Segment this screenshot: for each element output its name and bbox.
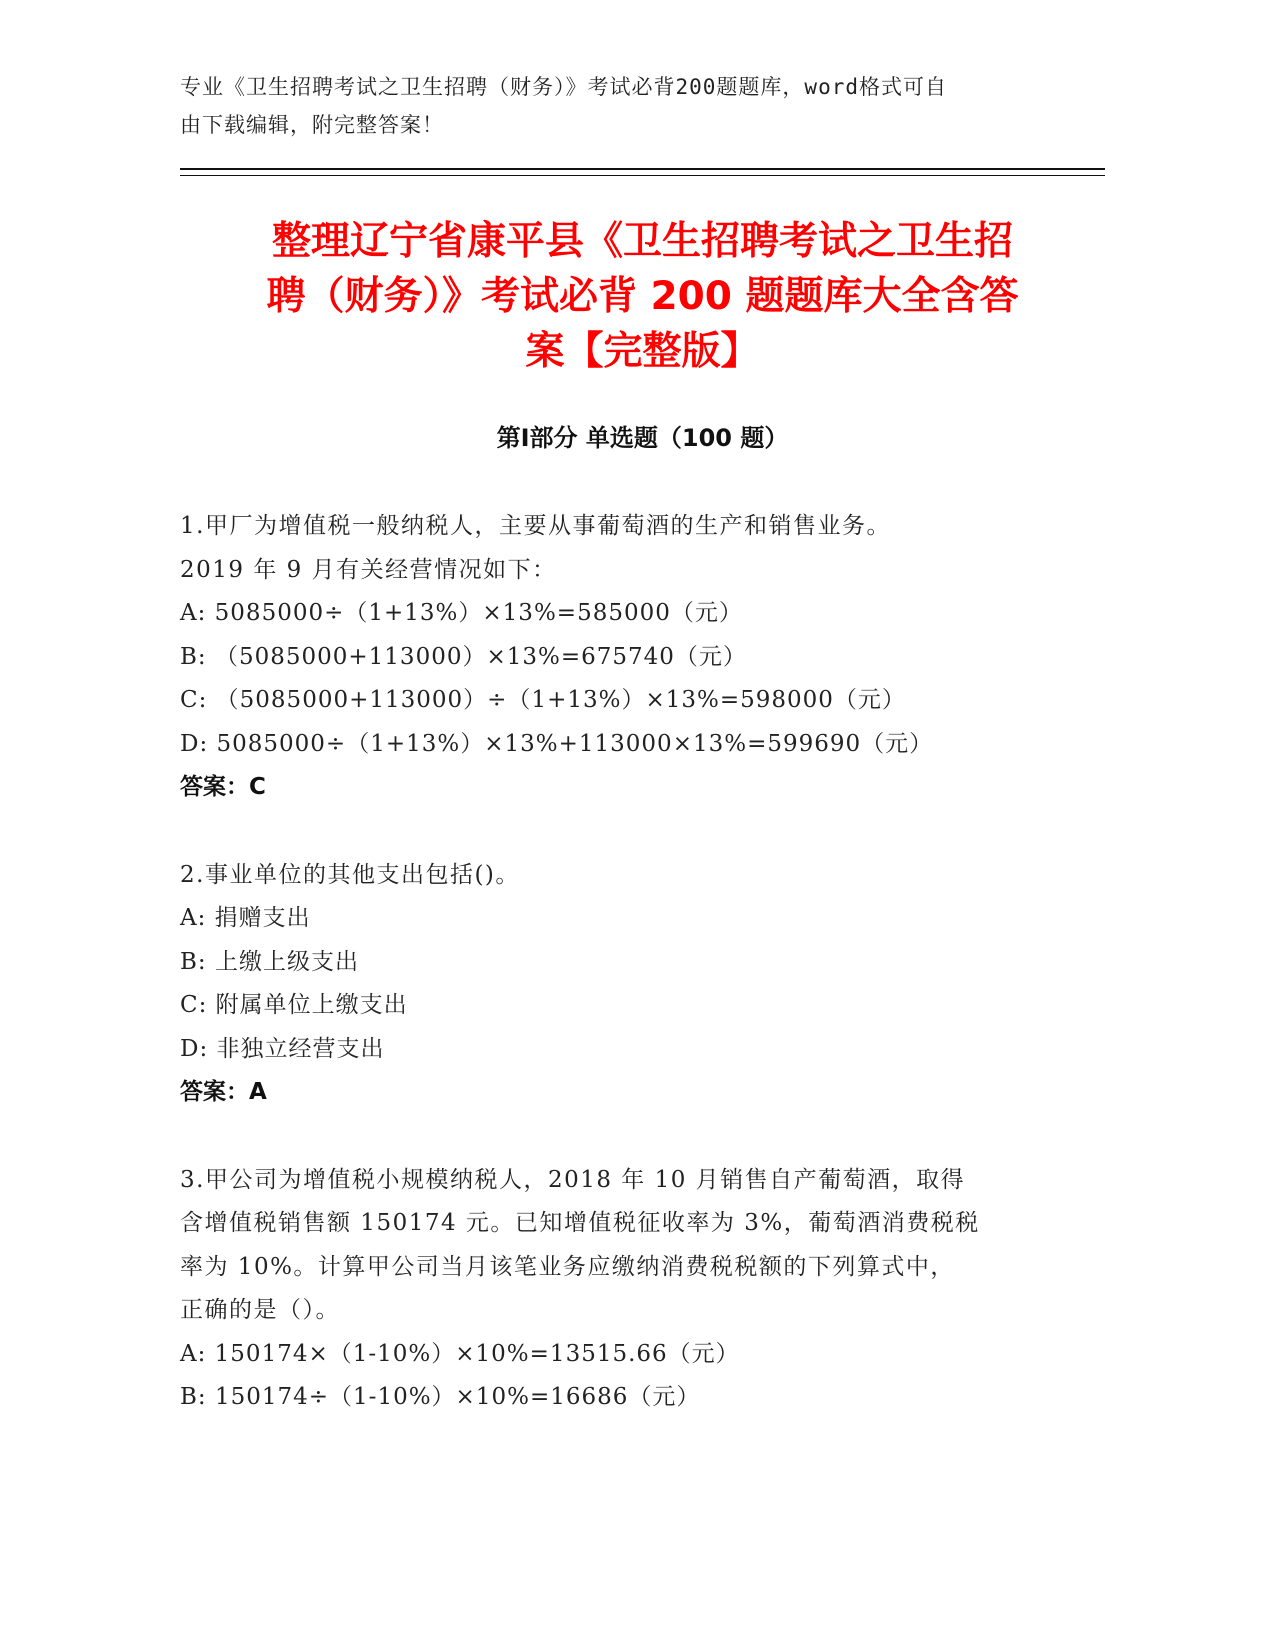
answer-line: 答案：A: [180, 1079, 267, 1105]
title-line-2: 聘（财务）》考试必背 200 题题库大全含答: [266, 274, 1019, 319]
question-stem-line: 率为 10%。计算甲公司当月该笔业务应缴纳消费税税额的下列算式中，: [180, 1253, 955, 1280]
option-a: A: 5085000÷（1+13%）×13%=585000（元）: [180, 600, 743, 626]
question-stem-line: 3.甲公司为增值税小规模纳税人，2018 年 10 月销售自产葡萄酒，取得: [180, 1166, 966, 1193]
option-b: B: （5085000+113000）×13%=675740（元）: [180, 643, 747, 670]
document-title: [180, 214, 1105, 379]
header-divider-thin: [180, 175, 1105, 176]
option-c: C: （5085000+113000）÷（1+13%）×13%=598000（元）: [180, 687, 906, 713]
header-note-line-1: 专业《卫生招聘考试之卫生招聘（财务）》考试必背200题题库，word格式可自: [180, 75, 947, 99]
question-item: [180, 1159, 1040, 1420]
question-item: [180, 854, 1040, 1115]
option-b: B: 150174÷（1-10%）×10%=16686（元）: [180, 1384, 701, 1410]
question-spacer: [180, 1115, 1040, 1159]
header-note: [180, 68, 1040, 144]
answer-line: 答案：C: [180, 774, 266, 800]
header-note-line-2: 由下载编辑，附完整答案！: [180, 113, 444, 137]
question-list: [180, 505, 1040, 1420]
title-line-3: 案【完整版】: [525, 329, 760, 374]
option-a: A: 150174×（1-10%）×10%=13515.66（元）: [180, 1340, 740, 1367]
question-stem-line: 1.甲厂为增值税一般纳税人，主要从事葡萄酒的生产和销售业务。: [180, 513, 891, 539]
option-b: B: 上缴上级支出: [180, 948, 359, 975]
section-heading: 第Ⅰ部分 单选题（100 题）: [496, 424, 789, 452]
question-item: [180, 505, 1040, 810]
header-divider-thick: [180, 168, 1105, 170]
title-line-1: 整理辽宁省康平县《卫生招聘考试之卫生招: [271, 219, 1013, 264]
question-stem-line: 2019 年 9 月有关经营情况如下：: [180, 556, 557, 583]
option-d: D: 非独立经营支出: [180, 1035, 385, 1062]
option-a: A: 捐赠支出: [180, 905, 311, 931]
option-d: D: 5085000÷（1+13%）×13%+113000×13%=599690（元）: [180, 730, 934, 757]
question-spacer: [180, 810, 1040, 854]
question-stem-line: 2.事业单位的其他支出包括()。: [180, 861, 520, 888]
question-stem-line: 含增值税销售额 150174 元。已知增值税征收率为 3%，葡萄酒消费税税: [180, 1210, 980, 1236]
question-stem-line: 正确的是（）。: [180, 1297, 340, 1323]
option-c: C: 附属单位上缴支出: [180, 992, 408, 1018]
